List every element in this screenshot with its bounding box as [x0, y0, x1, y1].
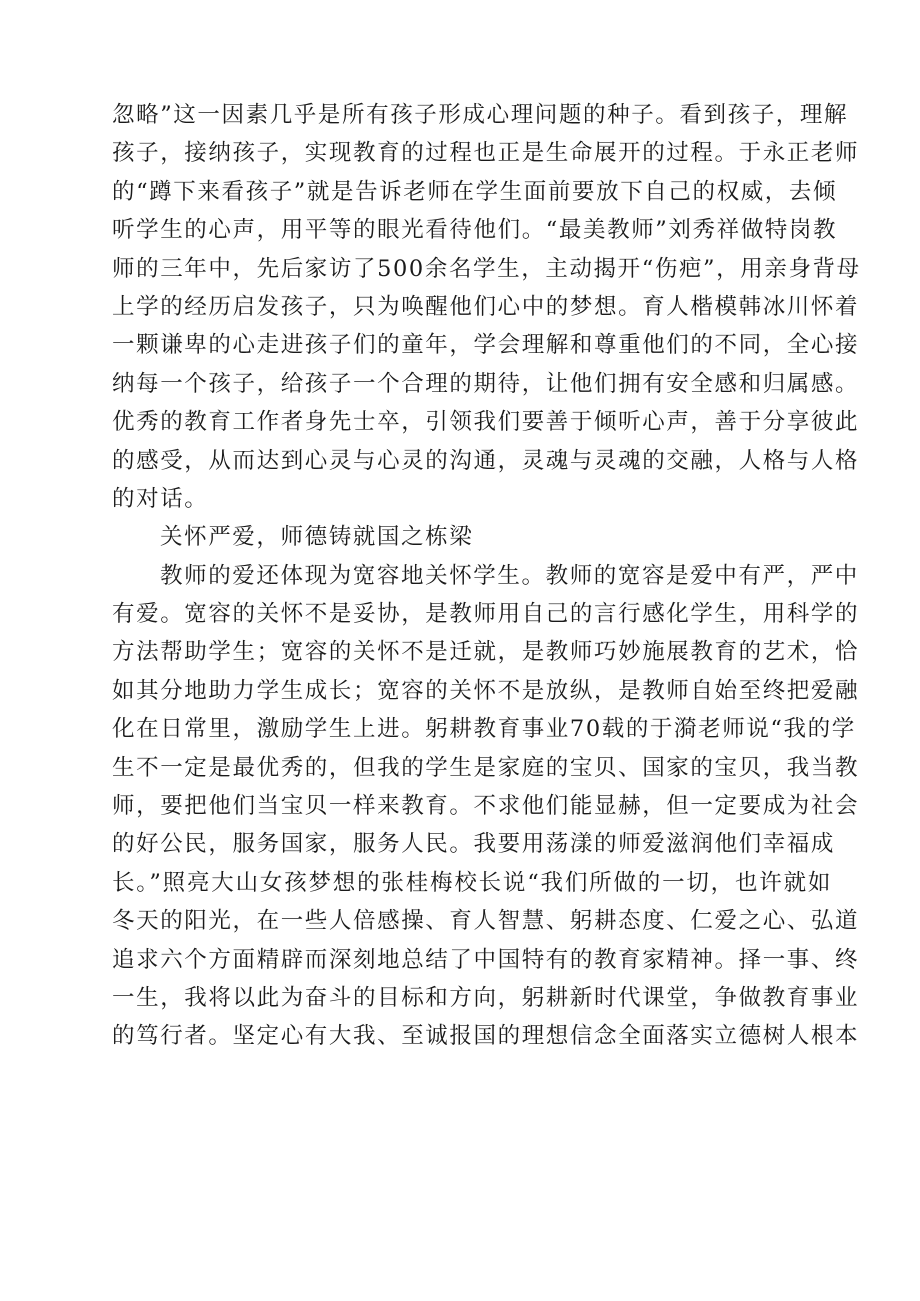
text-line: 师，要把他们当宝贝一样来教育。不求他们能显赫，但一定要成为社会 [112, 793, 860, 820]
text-line: 的感受，从而达到心灵与心灵的沟通，灵魂与灵魂的交融，人格与人格 [112, 447, 860, 474]
text-line: 师的三年中，先后家访了500余名学生，主动揭开“伤疤”，用亲身背母 [112, 255, 861, 282]
text-line: 纳每一个孩子，给孩子一个合理的期待，让他们拥有安全感和归属感。 [112, 370, 860, 397]
text-line: 的对话。 [112, 485, 209, 512]
section-heading-text: 关怀严爱，师德铸就国之栋梁 [160, 524, 474, 551]
text-line: 冬天的阳光，在一些人倍感操、育人智慧、躬耕态度、仁爱之心、弘道 [112, 908, 860, 935]
text-line: 生不一定是最优秀的，但我的学生是家庭的宝贝、国家的宝贝，我当教 [112, 754, 860, 781]
text-line: 一生，我将以此为奋斗的目标和方向，躬耕新时代课堂，争做教育事业 [112, 984, 860, 1011]
text-line: 的笃行者。坚定心有大我、至诚报国的理想信念全面落实立德树人根本 [112, 1023, 860, 1050]
text-line: 的“蹲下来看孩子”就是告诉老师在学生面前要放下自己的权威，去倾 [112, 178, 838, 205]
text-line: 化在日常里，激励学生上进。躬耕教育事业70载的于漪老师说“我的学 [112, 716, 856, 743]
text-line: 方法帮助学生；宽容的关怀不是迁就，是教师巧妙施展教育的艺术，恰 [112, 639, 860, 666]
text-line: 听学生的心声，用平等的眼光看待他们。“最美教师”刘秀祥做特岗教 [112, 217, 838, 244]
text-line: 忽略”这一因素几乎是所有孩子形成心理问题的种子。看到孩子，理解 [112, 102, 849, 128]
text-line: 优秀的教育工作者身先士卒，引领我们要善于倾听心声，善于分享彼此 [112, 409, 860, 436]
text-line: 上学的经历启发孩子，只为唤醒他们心中的梦想。育人楷模韩冰川怀着 [112, 293, 860, 320]
text-line: 的好公民，服务国家，服务人民。我要用荡漾的师爱滋润他们幸福成 [112, 831, 836, 858]
text-line: 有爱。宽容的关怀不是妥协，是教师用自己的言行感化学生，用科学的 [112, 601, 860, 628]
text-line: 一颗谦卑的心走进孩子们的童年，学会理解和尊重他们的不同，全心接 [112, 332, 860, 359]
paragraph-tolerance [112, 557, 860, 1056]
text-line: 孩子，接纳孩子，实现教育的过程也正是生命展开的过程。于永正老师 [112, 140, 860, 167]
section-heading [112, 518, 832, 556]
text-line: 教师的爱还体现为宽容地关怀学生。教师的宽容是爱中有严，严中 [160, 562, 859, 589]
document-page [112, 96, 861, 1056]
text-line: 长。”照亮大山女孩梦想的张桂梅校长说“我们所做的一切，也许就如 [112, 869, 832, 896]
text-line: 如其分地助力学生成长；宽容的关怀不是放纵，是教师自始至终把爱融 [112, 677, 860, 704]
text-line: 追求六个方面精辟而深刻地总结了中国特有的教育家精神。择一事、终 [112, 946, 860, 973]
paragraph-empathy [112, 96, 861, 518]
